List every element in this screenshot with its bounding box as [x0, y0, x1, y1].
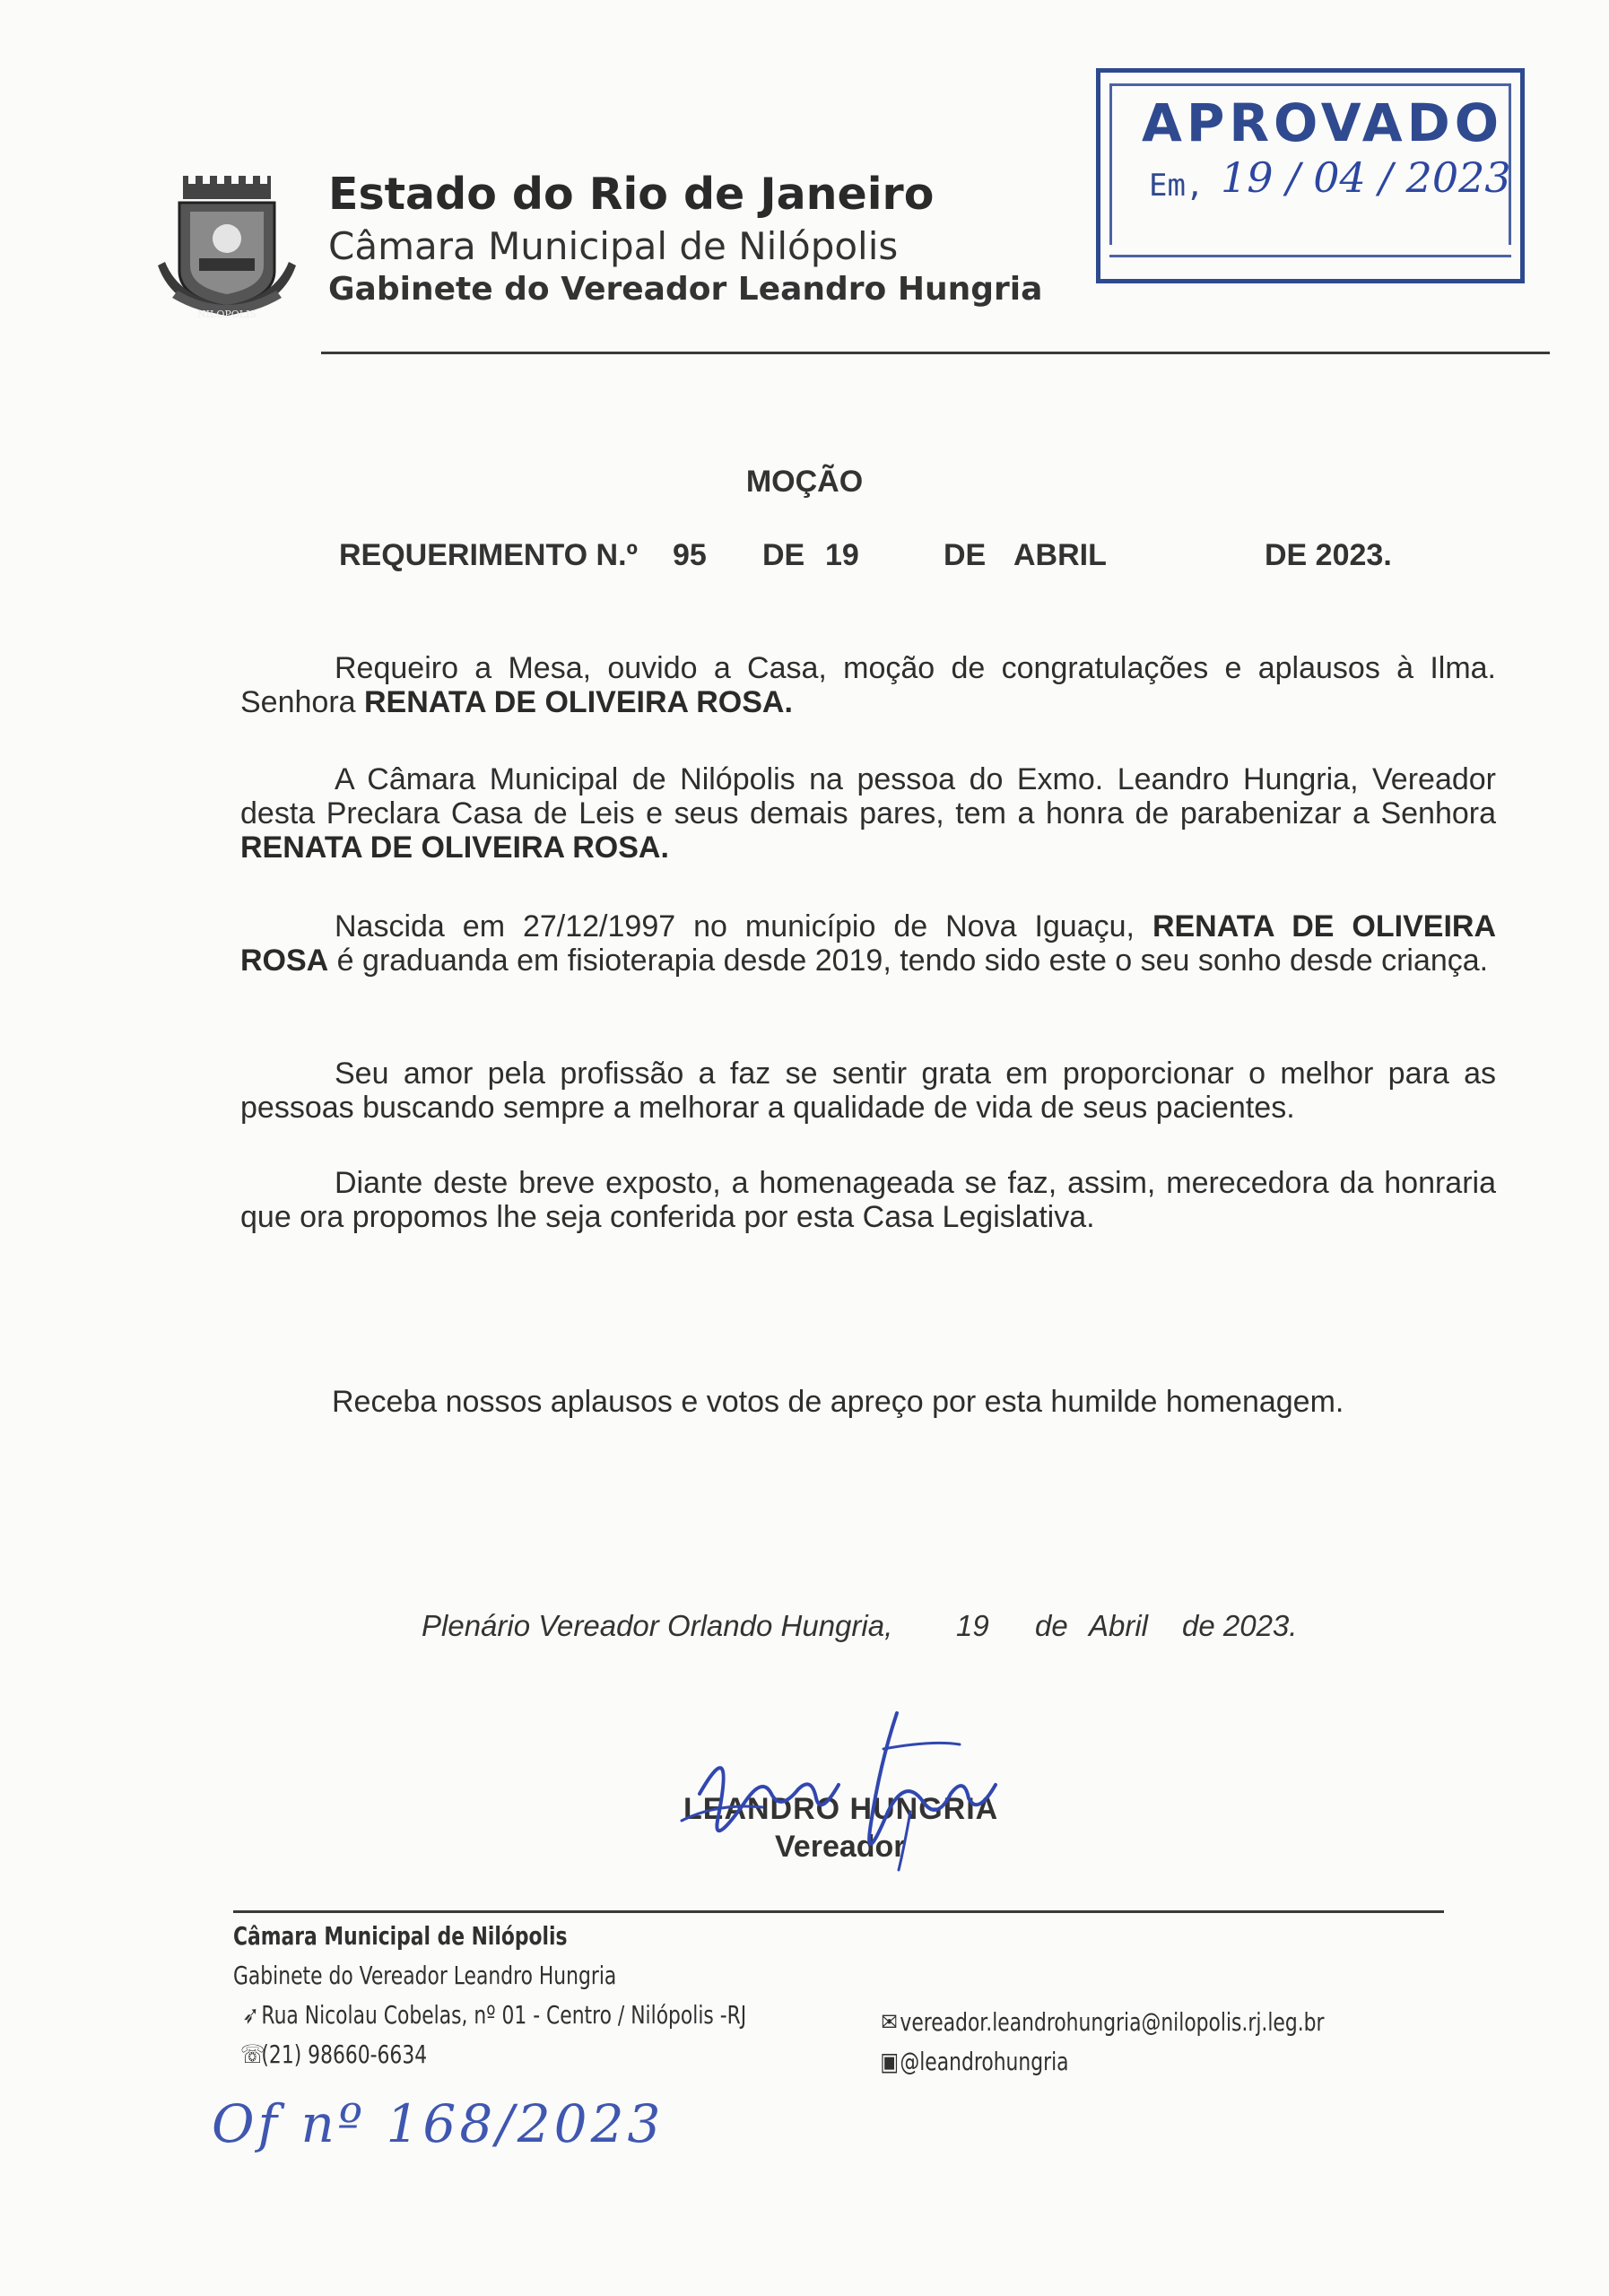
paragraph-4: Seu amor pela profissão a faz se sentir grata em proporcionar o melhor para as pessoas buscando sempre a melhorar a qualidade de vida de seus pacientes. [240, 1057, 1496, 1125]
paragraph-3-text-a: Nascida em 27/12/1997 no município de Nova Iguaçu, [335, 909, 1152, 944]
paragraph-1 [240, 651, 1496, 719]
requerimento-year: DE 2023. [1265, 538, 1392, 572]
footer-instagram-row [879, 2047, 1069, 2076]
municipal-crest-icon [154, 172, 300, 330]
requerimento-label: REQUERIMENTO N.º [339, 538, 638, 572]
handwritten-office-number: Of nº 168/2023 [212, 2093, 665, 2154]
stamp-em-label: Em, [1149, 168, 1205, 204]
footer-divider [233, 1910, 1444, 1913]
footer-address: Rua Nicolau Cobelas, nº 01 - Centro / Nilópolis -RJ [261, 2000, 747, 2030]
stamp-title: APROVADO [1142, 92, 1504, 153]
paragraph-2-text: A Câmara Municipal de Nilópolis na pessoa do Exmo. Leandro Hungria, Vereador desta Preclara Casa de Leis e seus demais pares, tem a honra de parabenizar a Senhora [240, 762, 1496, 831]
footer-phone: (21) 98660-6634 [261, 2039, 428, 2069]
paragraph-3 [240, 909, 1496, 978]
header-divider [321, 352, 1550, 354]
footer-email: vereador.leandrohungria@nilopolis.rj.leg.br [900, 2007, 1325, 2037]
footer-instagram: @leandrohungria [900, 2047, 1069, 2076]
footer-gabinete: Gabinete do Vereador Leandro Hungria [233, 1961, 617, 1990]
signature-role: Vereador [775, 1830, 906, 1864]
footer-email-row [879, 2007, 1325, 2037]
stamp-date: 19 / 04 / 2023 [1221, 153, 1511, 202]
requerimento-de1: DE [762, 538, 805, 572]
place-year: de 2023. [1182, 1609, 1298, 1642]
requerimento-de2: DE [944, 538, 987, 572]
paragraph-1-name: RENATA DE OLIVEIRA ROSA. [364, 685, 793, 719]
paragraph-2-name: RENATA DE OLIVEIRA ROSA. [240, 831, 669, 865]
paragraph-3-text-b: é graduanda em fisioterapia desde 2019, tendo sido este o seu sonho desde criança. [328, 944, 1489, 978]
paragraph-3-name: RENATA DE OLIVEIRA ROSA [240, 909, 1497, 978]
closing-line: Receba nossos aplausos e votos de apreço por esta humilde homenagem. [332, 1385, 1344, 1419]
approval-stamp [1096, 68, 1525, 283]
handwritten-signature [664, 1695, 1013, 1883]
map-pin-icon: ➶ [242, 2000, 259, 2030]
paragraph-1-text: Requeiro a Mesa, ouvido a Casa, moção de congratulações e aplausos à Ilma. Senhora [240, 651, 1496, 719]
header-gabinete: Gabinete do Vereador Leandro Hungria [328, 271, 1043, 308]
signature-name: LEANDRO HUNGRIA [683, 1792, 999, 1826]
footer-address-row [240, 2000, 746, 2030]
instagram-icon: ▣ [880, 2047, 900, 2076]
paragraph-2 [240, 762, 1496, 865]
requerimento-day: 19 [825, 538, 859, 572]
stamp-bottom-line [1109, 255, 1511, 257]
footer-phone-row [240, 2039, 427, 2069]
header-state: Estado do Rio de Janeiro [328, 169, 935, 220]
header-camara: Câmara Municipal de Nilópolis [328, 224, 899, 268]
place-text: Plenário Vereador Orlando Hungria, [422, 1609, 893, 1642]
place-month: Abril [1089, 1609, 1149, 1642]
place-de: de [1035, 1609, 1068, 1642]
document-title: MOÇÃO [745, 465, 864, 499]
email-icon: ✉ [881, 2007, 898, 2037]
footer-camara: Câmara Municipal de Nilópolis [233, 1921, 568, 1951]
place-day: 19 [956, 1609, 989, 1642]
requerimento-month: ABRIL [1013, 538, 1107, 572]
requerimento-number: 95 [673, 538, 707, 572]
phone-icon: ☏ [240, 2039, 265, 2069]
svg-text:NILOPOLIS: NILOPOLIS [197, 309, 257, 320]
paragraph-5: Diante deste breve exposto, a homenageada se faz, assim, merecedora da honraria que ora propomos lhe seja conferida por esta Casa Legislativa. [240, 1166, 1496, 1234]
